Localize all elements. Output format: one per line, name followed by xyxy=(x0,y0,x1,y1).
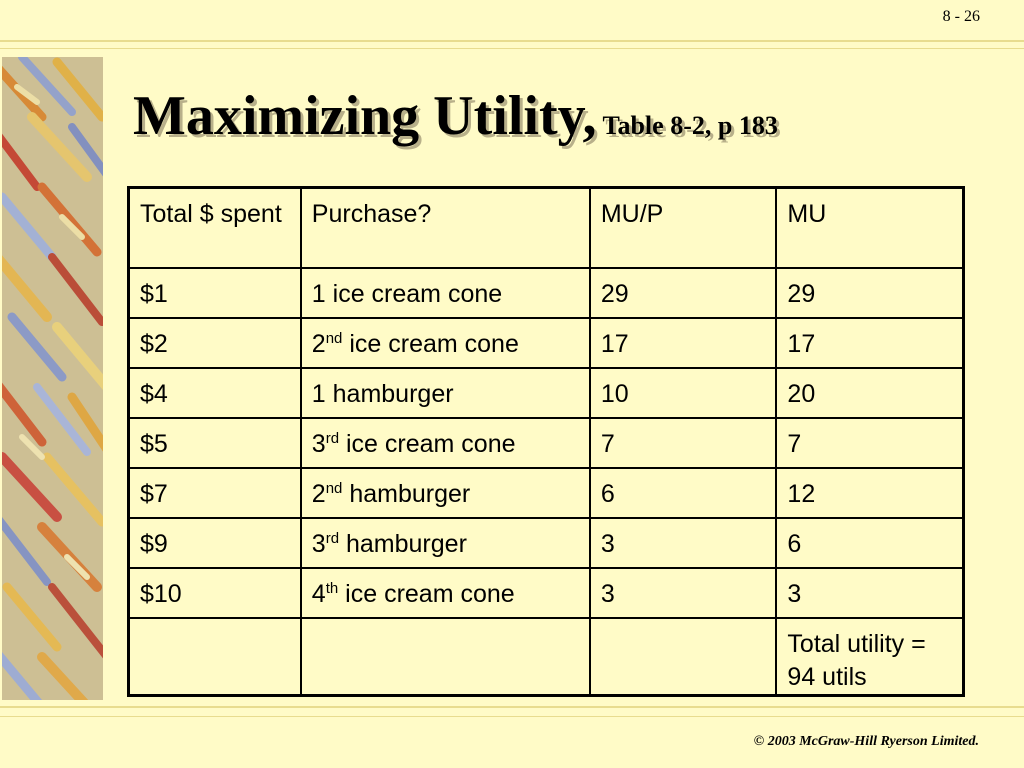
cell-mu-p: 10 xyxy=(590,368,777,418)
cell-purchase: 2nd ice cream cone xyxy=(301,318,590,368)
cell-spent: $2 xyxy=(129,318,301,368)
cell-purchase xyxy=(301,618,590,696)
copyright-notice: © 2003 McGraw-Hill Ryerson Limited. xyxy=(753,734,979,749)
cell-mu-p: 17 xyxy=(590,318,777,368)
cell-spent: $9 xyxy=(129,518,301,568)
cell-purchase: 4th ice cream cone xyxy=(301,568,590,618)
bottom-rule xyxy=(0,706,1024,708)
cell-mu-p: 3 xyxy=(590,518,777,568)
cell-mu-p: 29 xyxy=(590,268,777,318)
top-rule xyxy=(0,40,1024,42)
header-mu: MU xyxy=(776,188,963,268)
table-row xyxy=(129,368,964,418)
table-total-row xyxy=(129,618,964,696)
header-total-spent: Total $ spent xyxy=(129,188,301,268)
cell-mu: 3 xyxy=(776,568,963,618)
slide-title xyxy=(133,84,778,148)
cell-spent xyxy=(129,618,301,696)
title-subtitle: Table 8-2, p 183 xyxy=(602,111,778,140)
cell-mu: 20 xyxy=(776,368,963,418)
cell-mu: 6 xyxy=(776,518,963,568)
title-main: Maximizing Utility, xyxy=(133,85,597,147)
table-header-row xyxy=(129,188,964,268)
table-row xyxy=(129,418,964,468)
cell-purchase: 3rd ice cream cone xyxy=(301,418,590,468)
cell-mu-p: 7 xyxy=(590,418,777,468)
header-mu-p: MU/P xyxy=(590,188,777,268)
cell-mu: 29 xyxy=(776,268,963,318)
table-row xyxy=(129,468,964,518)
cell-spent: $4 xyxy=(129,368,301,418)
cell-mu: 7 xyxy=(776,418,963,468)
table-row xyxy=(129,268,964,318)
cell-spent: $7 xyxy=(129,468,301,518)
cell-spent: $10 xyxy=(129,568,301,618)
table-row xyxy=(129,318,964,368)
cell-purchase: 1 ice cream cone xyxy=(301,268,590,318)
header-purchase: Purchase? xyxy=(301,188,590,268)
cell-purchase: 3rd hamburger xyxy=(301,518,590,568)
table-row xyxy=(129,518,964,568)
decorative-side-image xyxy=(2,57,103,700)
total-utility-cell: Total utility = 94 utils xyxy=(776,618,963,696)
cell-mu-p xyxy=(590,618,777,696)
cell-mu-p: 3 xyxy=(590,568,777,618)
brushstroke-art xyxy=(2,57,103,700)
slide-number: 8 - 26 xyxy=(942,8,980,25)
cell-spent: $1 xyxy=(129,268,301,318)
cell-spent: $5 xyxy=(129,418,301,468)
cell-mu: 12 xyxy=(776,468,963,518)
cell-mu: 17 xyxy=(776,318,963,368)
cell-purchase: 2nd hamburger xyxy=(301,468,590,518)
cell-purchase: 1 hamburger xyxy=(301,368,590,418)
utility-table xyxy=(127,186,965,697)
top-rule-thin xyxy=(0,48,1024,49)
cell-mu-p: 6 xyxy=(590,468,777,518)
table-row xyxy=(129,568,964,618)
bottom-rule-thin xyxy=(0,716,1024,717)
